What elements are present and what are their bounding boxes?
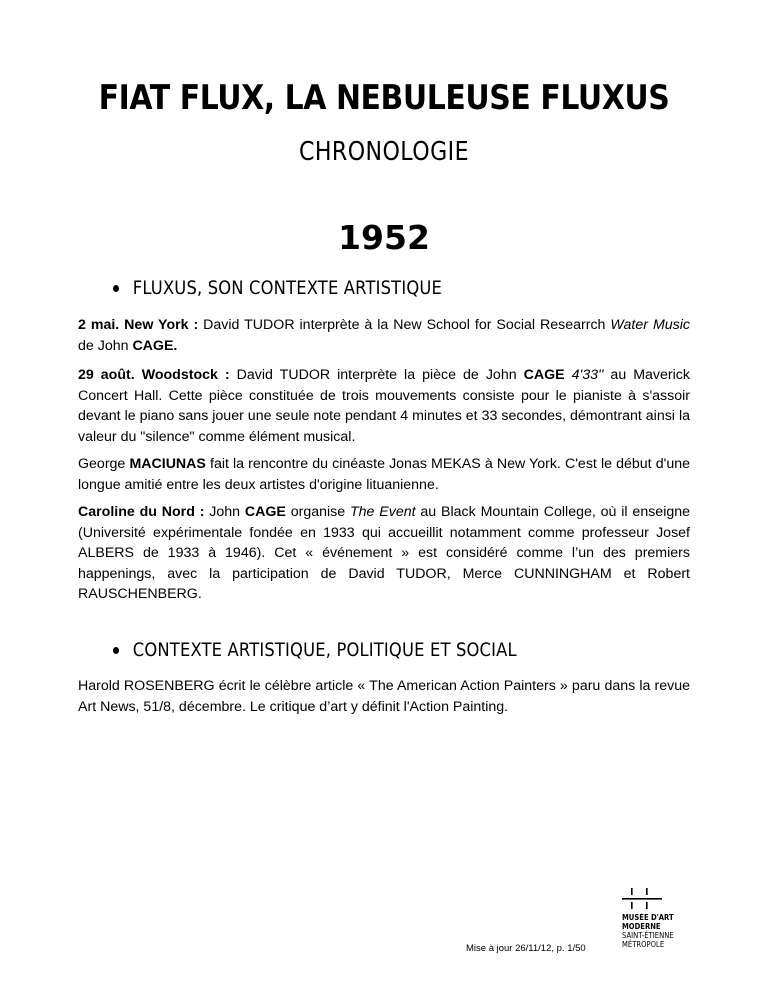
update-note: Mise à jour 26/11/12, p. 1/50 — [466, 943, 586, 954]
logo-line: MÉTROPOLE — [622, 940, 665, 949]
artist-name: CAGE — [244, 504, 286, 520]
entry-lead: 2 mai. New York : — [78, 317, 199, 333]
entry-text: au Maverick Concert Hall. Cette pièce constituée de trois mouvements consiste pour le pianiste à s'assoir devant le piano sans jouer une seule note pendant 4 minutes et 33 secondes, démontrant ainsi la valeur du "silence" comme élément musical. — [78, 367, 690, 445]
entry-text: de John — [78, 337, 133, 354]
paragraph-entry — [78, 502, 690, 605]
entry-text: David TUDOR interprète la pièce de John — [229, 367, 524, 383]
bullet-icon — [113, 647, 119, 654]
logo-line: MODERNE — [622, 922, 661, 931]
entry-text: John — [204, 504, 245, 520]
section-heading-text: CONTEXTE ARTISTIQUE, POLITIQUE ET SOCIAL — [132, 639, 517, 661]
entry-text: fait la rencontre du cinéaste Jonas MEKAS à New York. C'est le début d'une longue amitié entre les deux artistes d'origine lituanienne. — [78, 456, 691, 493]
entry-text: Harold ROSENBERG écrit le célèbre article « The American Action Painters » paru dans la revue Art News, 51/8, décembre. Le critique d’art y définit l'Action Painting. — [78, 678, 690, 715]
entry-lead: Caroline du Nord : — [78, 504, 205, 520]
logo-line: MUSÉE D'ART — [622, 913, 674, 922]
document-title: FIAT FLUX, LA NEBULEUSE FLUXUS — [98, 78, 670, 118]
work-title: Water Music — [610, 317, 690, 333]
entry-text: David TUDOR interprète à la New School for Social Researrch — [198, 317, 611, 333]
artist-name: CAGE — [523, 367, 565, 383]
paragraph-entry — [78, 315, 690, 356]
section-heading-text: FLUXUS, SON CONTEXTE ARTISTIQUE — [132, 277, 442, 299]
entry-text: George — [78, 456, 130, 472]
logo-line: SAINT-ÉTIENNE — [622, 931, 674, 940]
paragraph-entry — [78, 365, 690, 447]
section-heading-political-social-context — [113, 639, 517, 661]
artist-name: CAGE. — [132, 337, 178, 354]
work-title: The Event — [350, 504, 416, 520]
paragraph-entry — [78, 676, 690, 717]
artist-name: MACIUNAS — [129, 456, 206, 472]
paragraph-entry — [78, 454, 690, 495]
year-heading: 1952 — [338, 218, 430, 257]
entry-lead: 29 août. Woodstock : — [78, 367, 230, 383]
section-heading-artistic-context — [113, 277, 442, 299]
document-subtitle: CHRONOLOGIE — [299, 137, 469, 167]
entry-text: organise — [285, 504, 350, 520]
museum-logo-text — [622, 913, 703, 949]
entry-text: au Black Mountain College, où il enseigne (Université expérimentale fondée en 1933 qui accueillit notamment comme professeur Josef ALBERS de 1933 à 1946). Cet « événement » est considéré comme l’un des premiers happenings, avec la participation de David TUDOR, Merce CUNNINGHAM et Robert RAUSCHENBERG. — [78, 504, 691, 603]
bullet-icon — [113, 285, 119, 292]
work-title: 4'33'' — [564, 367, 604, 383]
